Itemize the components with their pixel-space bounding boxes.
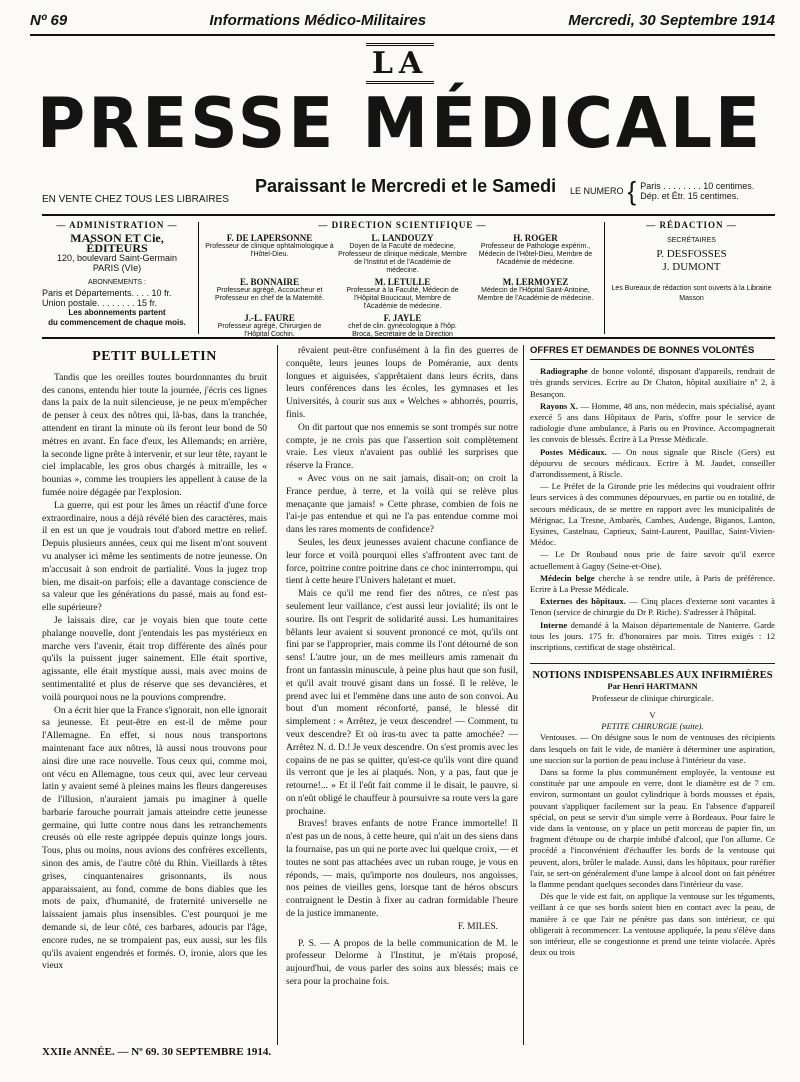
classified-heading: Externes des hôpitaux. — [540, 596, 626, 607]
classified-item — [530, 549, 775, 571]
article-title: PETIT BULLETIN — [92, 349, 217, 364]
director-name: F. DE LAPERSONNE — [226, 233, 313, 243]
classified-item — [530, 401, 775, 446]
classified-heading: Interne — [540, 619, 568, 630]
classified-item — [530, 481, 775, 548]
notions-title: NOTIONS INDISPENSABLES AUX INFIRMIÈRES — [530, 663, 775, 681]
director-name: F. JAYLE — [383, 313, 422, 323]
signature: F. MILES. — [457, 921, 498, 932]
vente-notice: EN VENTE CHEZ TOUS LES LIBRAIRES — [42, 194, 229, 205]
postscript: P. S. — A propos de la belle communication de M. le professeur Delorme à l'Institut, je m'étais proposé, aujourd'hui, de vous parler des soins aux blessés; mais ce sera pour la prochaine fois. — [286, 938, 518, 988]
director-name: L. LANDOUZY — [371, 233, 434, 243]
paragraph: Ventouses. — On désigne sous le nom de ventouses des récipients dans lesquels on fait le vide, de manière à déterminer une aspiration, une succion sur la portion de peau incluse à l'intérieur du vase. — [530, 732, 775, 765]
director-entry — [338, 233, 467, 275]
paragraph: Dans sa forme la plus communément employée, la ventouse est constituée par une ampoule en verre, dont le diamètre est de 7 cm. environ, surmontant un goulot cylindrique à bords mousses et épais, pouvant s'appliquer facilement sur la peau. En l'absence d'appareil spécial, on peut se servir d'un simple verre à Bordeaux. Pour faire le vide dans la ventouse, on y place un petit morceau de papier fin, un fragment d'étoupe ou de charpie imbibé d'alcool, que l'on allume. Ce procédé a l'inconvénient d'échauffer les bords de la ventouse qui peuvent, alors, brûler le malade. Aussi, dans les hôpitaux, pour raréfier l'air, se sert-on généralement d'une lampe à alcool dont on fait pénétrer la flamme pendant quelques secondes dans l'intérieur du vase. — [530, 766, 775, 889]
section-title-offres: OFFRES ET DEMANDES DE BONNES VOLONTÉS — [530, 345, 775, 360]
footer-issue: XXIIe ANNÉE. — Nº 69. 30 SEPTEMBRE 1914. — [42, 1046, 272, 1058]
administration-box: — ADMINISTRATION — MASSON ET Cie, ÉDITEURS 120, boulevard Saint-Germain PARIS (VIe) ABONNEMENTS : Paris et Départements. . . . 10 fr. Union postale. . . . . . . . 15 fr. Les abonnements partent du commencement de chaque mois. — [42, 220, 186, 327]
director-title: Professeur de clinique ophtalmologique à l'Hôtel-Dieu. — [205, 243, 334, 258]
price-box: LE NUMERO { Paris . . . . . . . . 10 centimes. Dép. et Étr. 15 centimes. — [570, 176, 755, 206]
director-entry — [205, 277, 334, 311]
divider — [277, 345, 278, 1045]
column-petit-bulletin — [42, 345, 267, 1035]
classified-item — [530, 447, 775, 481]
director-name: E. BONNAIRE — [239, 277, 299, 287]
divider — [604, 222, 605, 334]
paragraph: On a écrit hier que la France s'ignorait, non elle ignorait sa jeunesse. Et peut-être en est-il de même pour l'Allemagne. En effet, si nous nous transportons maintenant face aux nôtres, là aussi nous trouvons pour ainsi dire une race nouvelle. Tous ceux qui, comme moi, ont vécu en Allemagne, tous ceux qui, avec leur cerveau latin y avaient semé à pleines mains les fleurs dangereuses de l'illusion, n'auraient jamais pu imaginer à quelle barbarie farouche pourrait jamais atteindre cette jeunesse germaine, qui lutte contre nous dans les retranchements creusés où elle reste agrippée depuis quinze longs jours. Tous, plus ou moins, nous avions des confrères excellents, sinon des amis, de l'autre côté du Rhin. Vieillards à têtes grises, cinquantenaires grisonnants, ils nous apparaissaient, au fond, comme de bons diables que les mots de paix, d'humanité, de fraternité universelle ne laissaient jamais plus insensibles. C'est pourquoi je me demande si, de leur côté, ces barbares, adoucis par l'âge, encore rudes, ne se trompaient pas, eux aussi, sur les fils qu'ils avaient engendrés et formés. O, ironie, alors que les vieux — [42, 705, 267, 972]
classified-heading: Médecin belge — [540, 572, 595, 583]
classified-text: — Le Dr Roubaud nous prie de faire savoir qu'il exerce actuellement à Gagny (Seine-et-Oise). — [530, 549, 775, 571]
director-name: M. LERMOYEZ — [502, 277, 569, 287]
divider — [42, 337, 775, 339]
author-role: Professeur de clinique chirurgicale. — [591, 692, 714, 703]
classified-text: — On nous signale que Riscle (Gers) est dépourvu de secours médicaux. Ecrire à M. Jaudet, conseiller d'arrondissement, à Riscle. — [530, 446, 775, 480]
director-title: Doyen de la Faculté de médecine, Professeur de clinique médicale, Membre de l'Institut et de l'Académie de médecine. — [338, 243, 467, 274]
classified-item — [530, 620, 775, 654]
director-entry — [471, 313, 600, 339]
redaction-box: — RÉDACTION — SECRÉTAIRES P. DESFOSSES J. DUMONT Les Bureaux de rédaction sont ouverts à la Librairie Masson — [611, 220, 772, 302]
classified-item — [530, 573, 775, 595]
paragraph: Tandis que les oreilles toutes bourdonnantes du bruit des canons, entendu hier toute la journée, j'écris ces lignes dans la paix de la nuit silencieuse, je ne peux m'empêcher de penser à ceux des nôtres qui, là-bas, dans la tranchée, attendent en tirant la minute où ils feront leur bond de 50 mètres en avant. En face d'eux, les Allemands; en arrière, la seconde ligne prête à intervenir, et sur leur tête, rayant le ciel implacable, les gros obus chargés à mitraille, les « bounias », comme les troupiers les appellent à cause de la fumée noire dégagée par l'explosion. — [42, 372, 267, 498]
column-three — [530, 345, 775, 1045]
paragraph: « Avec vous on ne sait jamais, disait-on; on croit la France perdue, à terre, et la voilà qui se relève plus menaçante que jamais! » Cette phrase, combien de fois ne l'ai-je pas entendue et qui ne l'a pas entendue comme moi dans les rares moments de confidence? — [286, 473, 518, 536]
classified-text: cherche à se rendre utile, à Paris de préférence. Ecrire à La Presse Médicale. — [530, 572, 775, 595]
classified-item — [530, 596, 775, 618]
chapter-title: PETITE CHIRURGIE (suite). — [601, 721, 704, 732]
classified-heading: Postes Médicaux. — [540, 446, 607, 457]
director-title: Professeur agrégé, Chirurgien de l'Hôpital Cochin. — [217, 323, 322, 338]
tagline: Paraissant le Mercredi et le Samedi — [255, 176, 557, 196]
director-name: M. LETULLE — [374, 277, 431, 287]
masthead-title: PRESSE MÉDICALE — [36, 83, 764, 164]
classified-item — [530, 366, 775, 400]
paragraph: Mais ce qu'il me rend fier des nôtres, ce n'est pas seulement leur vaillance, c'est aussi leur jovialité; ils ont le sourire. Ils ont l'esprit de solidarité aussi. Les humanitaires bêlants leur avaient si souvent prononcé ce mot, qu'ils ont fini par se l'approprier, mais comme ils l'ont détourné de son sens! L'autre jour, un de mes meilleurs amis ramenait du front un fantassin minuscule, à peine plus haut que son fusil, et qu'il avait trouvé gisant dans un fossé. Il le relève, le prend avec lui et l'emmène dans une auto de son convoi. Au bout d'un moment réconforté, pansé, le blessé dit simplement : « Arrêtez, je veux descendre! — Comment, tu veux descendre? Et où iras-tu avec ta patte amochée? — Arrêtez N. d. D.! Je veux descendre. On s'est promis avec les copains de ne pas se quitter, qu'est-ce qu'ils vont dire quand ils verront que je les ai plaqués. Non, y a pas, faut que je retourne!... » Et il l'eût fait comme il le disait, le pauvre, si on n'eût obligé le chauffeur à poursuivre sa route vers la gare prochaine. — [286, 589, 518, 817]
classified-text: — Le Préfet de la Gironde prie les médecins qui voudraient offrir leurs services à des communes dépourvues, en partie ou en totalité, de secours médicaux, de se mettre en rapport avec les municipalités de Mérignac, La Tresne, Ambarès, Cambes, Audenge, Biganos, Lanton, Eysines, Castelnau, Captieux, Saint-Laurent, Pauillac, Saint-Vivien-Médoc. — [530, 481, 775, 548]
director-entry — [471, 233, 600, 275]
brace-icon: { — [627, 176, 637, 206]
divider — [523, 345, 524, 1045]
director-title: Professeur de Pathologie expérim., Médecin de l'Hôtel-Dieu, Membre de l'Académie de médecine. — [478, 243, 593, 266]
direction-box: — DIRECTION SCIENTIFIQUE — F. DE LAPERSONNE Professeur de clinique ophtalmologique à l'Hôtel-Dieu. L. LANDOUZY Doyen de la Faculté de médecine, Professeur de clinique médicale, Membre de l'Institut et de l'Académie de médecine. H. ROGER Professeur de Pathologie expérim., Médecin de l'Hôtel-Dieu, Membre de l'Académie de médecine. E. BONNAIRE Professeur agrégé, Accoucheur et Professeur en chef de la Maternité. M. LETULLE Professeur à la Faculté, Médecin de l'Hôpital Boucicaut, Membre de l'Académie de médecine. M. LERMOYEZ Médecin de l'Hôpital Saint-Antoine, Membre de l'Académie de médecine. J.-L. FAURE Professeur agrégé, Chirurgien de l'Hôpital Cochin. F. JAYLE chef de clin. gynécologique à l'hôp. Broca, Secrétaire de la Direction — [205, 220, 600, 339]
divider — [42, 214, 775, 216]
issue-number: Nº 69 — [30, 11, 68, 29]
director-title: Professeur agrégé, Accoucheur et Professeur en chef de la Maternité. — [215, 287, 324, 302]
classified-text: de bonne volonté, disposant d'appareils, rendrait de très grands services. Ecrire au Dr Chaton, hôpital auxiliaire nº 2, à Besançon. — [530, 366, 775, 399]
director-entry — [338, 313, 467, 339]
paragraph: On dit partout que nos ennemis se sont trompés sur notre compte, je ne crois pas que l'assertion soit complètement vraie. Les vieux n'avaient pas oublié les surprises que réserve la France. — [286, 422, 518, 472]
classified-heading: Radiographe — [540, 366, 588, 377]
chapter-number: V — [649, 709, 656, 720]
paragraph: rêvaient peut-être confusément à la fin des guerres de conquête, leurs jeunes loups de Poméranie, aux dents longues et aiguisées, s'apprêtaient dans leurs écrits, dans leurs conférences dans les écoles, les gymnases et les Universités, à courir sus aux « Welches » abhorrés, pourris, finis. — [286, 346, 518, 420]
paragraph: Dès que le vide est fait, on applique la ventouse sur les téguments, veillant à ce que ses bords soient bien en contact avec la peau, de manière à ce que l'air ne pénètre pas dans son intérieur, ce qui obligerait à recommencer. La ventouse appliquée, la peau s'élève dans son intérieur, elle se congestionne et prend une teinte violacée. Après deux ou trois — [530, 891, 775, 958]
author: Par Henri HARTMANN — [607, 681, 698, 692]
director-title: Médecin de l'Hôpital Saint-Antoine, Membre de l'Académie de médecine. — [477, 287, 594, 302]
director-entry — [205, 233, 334, 275]
director-title: chef de clin. gynécologique à l'hôp. Broca, Secrétaire de la Direction — [348, 323, 457, 338]
column-two — [286, 345, 518, 1045]
director-entry — [471, 277, 600, 311]
director-name: H. ROGER — [513, 233, 558, 243]
director-name: J.-L. FAURE — [244, 313, 295, 323]
paragraph: Seules, les deux jeunesses avaient chacune confiance de leur force et voilà pourquoi elles s'affrontent avec tant de force, poitrine contre poitrine dans ce choc ininterrompu, qui tient à cette heure l'Univers haletant et muet. — [286, 537, 518, 587]
masthead-la: LA — [0, 46, 800, 81]
classified-text: — Homme, 48 ans, non médecin, mais spécialisé, ayant exercé 5 ans dans Hôpitaux de Paris, s'offre pour le service de radiologie d'une ambulance, à Paris ou en Province. Accompagnerait les convois de blessés. Écrire à La Presse Médicale. — [530, 400, 775, 445]
director-entry — [338, 277, 467, 311]
paragraph: Braves! braves enfants de notre France immortelle! Il n'est pas un de nous, à cette heure, qui n'ait un des siens dans la fournaise, pas un qui ne porte avec lui quelque croix, — et toutes ne sont pas attachées avec un ruban rouge, je vous en réponds, — mais, qu'importe nos douleurs, nos angoisses, nos peines de vieilles gens, lorsque tant de héros obscurs contraignent le Destin à fixer au cadran formidable l'heure de la justice immanente. — [286, 819, 518, 920]
director-title: Professeur à la Faculté, Médecin de l'Hôpital Boucicaut, Membre de l'Académie de médecine. — [346, 287, 459, 310]
classified-heading: Rayons X. — [540, 400, 578, 411]
divider — [198, 222, 199, 334]
section-title: Informations Médico-Militaires — [209, 11, 427, 29]
classified-text: — Cinq places d'externe sont vacantes à Tenon (service de chirurgie du Dr P. Riche). S'adresser à l'hôpital. — [530, 596, 775, 618]
director-entry — [205, 313, 334, 339]
paragraph: Je laissais dire, car je voyais bien que toute cette phalange nouvelle, dont j'entendais les pas mystérieux en marche vers l'avenir, était trop différente des aînés pour qu'ils la puissent juger sainement. Elle était sportive, agissante, elle était mystique aussi, mais avec moins de sentimentalité et plus de réserve que ses devancières, et voilà pourquoi nous ne la pouvions comprendre. — [42, 615, 267, 703]
top-bar — [30, 6, 775, 36]
paragraph: La guerre, qui est pour les âmes un réactif d'une force extraordinaire, nous a déjà révélé bien des caractères, mais il en est un que je voudrais tout d'abord mettre en relief. Depuis plusieurs années, ceux qui me lisent m'ont souvent vu analyser ici même les sentiments de notre jeunesse. On m'accusait à son endroit de partialité. Vous la jugez trop bien, me disait-on parfois; elle a davantage conscience de sa valeur que les générations du passé, mais au fond est-elle supérieure? — [42, 500, 267, 614]
classified-text: demandé à la Maison départementale de Nanterre. Garde tous les jours. 175 fr. d'honoraires par mois. Titres exigés : 12 inscriptions, certificat de stage obstétrical. — [530, 619, 775, 653]
issue-date: Mercredi, 30 Septembre 1914 — [568, 11, 775, 29]
